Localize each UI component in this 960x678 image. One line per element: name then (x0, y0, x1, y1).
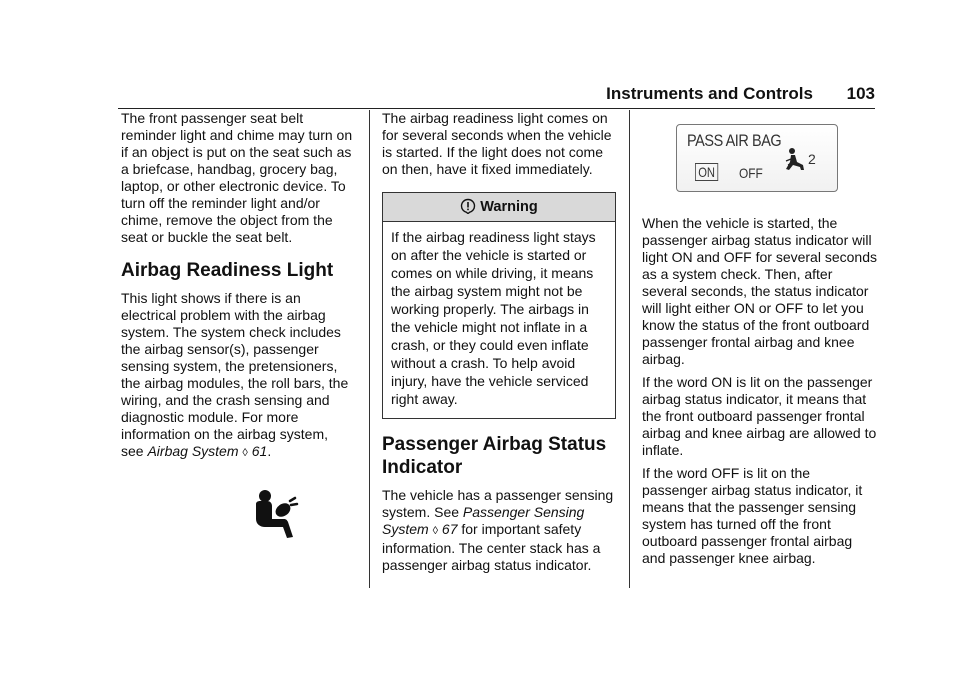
section-title: Instruments and Controls (606, 84, 813, 103)
page-ref-icon: ◊ (242, 447, 248, 459)
panel-title: PASS AIR BAG (687, 131, 782, 150)
airbag-readiness-icon (253, 488, 305, 540)
passenger-airbag-panel (676, 124, 838, 192)
column-divider (369, 110, 370, 588)
paragraph: If the word OFF is lit on the passenger airbag status indicator, it means that the passenger sensing system has turned off the front outboard passenger frontal airbag and passenger knee airbag. (642, 465, 863, 566)
panel-off-label: OFF (739, 165, 763, 181)
warning-box (382, 192, 616, 419)
warning-body (383, 222, 615, 418)
warning-text: If the airbag readiness light stays on after the vehicle is started or comes on while driving, it means the airbag system might not be working properly. The airbags in the vehicle might not inflate in a crash, or they could even inflate without a crash. To help avoid injury, have the vehicle serviced right away. (391, 229, 596, 407)
warning-icon (460, 198, 476, 214)
column-left (121, 110, 353, 468)
paragraph: The front passenger seat belt reminder light and chime may turn on if an object is put on the seat such as a briefcase, handbag, grocery bag, laptop, or other electronic device. To turn off the reminder light and/or chime, remove the object from the seat or buckle the seat belt. (121, 110, 353, 245)
paragraph: The airbag readiness light comes on for several seconds when the vehicle is started. If the light does not come on then, have it fixed immediately. (382, 110, 612, 177)
page-number: 103 (846, 84, 875, 103)
cross-reference[interactable]: Airbag System ◊ 61 (147, 443, 268, 459)
panel-on-label: ON (695, 163, 718, 181)
paragraph: If the word ON is lit on the passenger airbag status indicator, it means that the front outboard passenger frontal airbag and knee airbag are allowed to inflate. (642, 374, 877, 458)
panel-number: 2 (808, 151, 816, 167)
page-ref-icon: ◊ (432, 525, 439, 537)
cross-reference[interactable]: Passenger Sensing System ◊ 67 (382, 504, 585, 537)
column-right (642, 215, 878, 573)
paragraph: This light shows if there is an electrical problem with the airbag system. The system check includes the airbag sensor(s), passenger sensing system, the pretensioners, the airbag modules, the roll bars, the wiring, and the crash sensing and diagnostic module. For more information on the airbag system, see Airbag System ◊ 61. (121, 290, 349, 459)
column-middle (382, 110, 616, 580)
paragraph: The vehicle has a passenger sensing system. See Passenger Sensing System ◊ 67 for important safety information. The center stack has a passenger airbag status indicator. (382, 487, 614, 573)
passenger-airbag-icon (783, 147, 807, 173)
heading-passenger-airbag: Passenger Airbag Status Indicator (382, 434, 607, 478)
column-divider (629, 110, 630, 588)
paragraph: When the vehicle is started, the passenger airbag status indicator will light ON and OFF for several seconds as a system check. Then, after several seconds, the status indicator will light either ON or OFF to let you know the status of the front outboard passenger frontal airbag and knee airbag. (642, 215, 877, 367)
page-header (118, 84, 875, 109)
heading-airbag-readiness: Airbag Readiness Light (121, 260, 334, 281)
warning-header: Warning (383, 193, 615, 222)
